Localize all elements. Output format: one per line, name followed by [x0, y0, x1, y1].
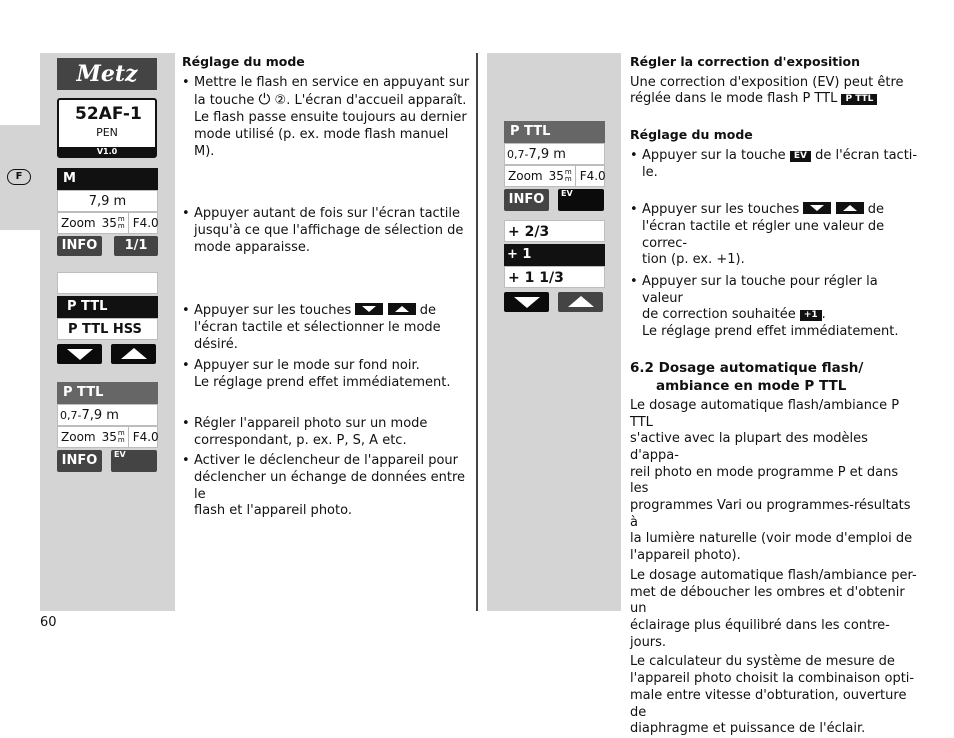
text-line: reil photo en mode programme P et dans les — [630, 464, 899, 497]
zoom-label: Zoom — [61, 430, 96, 444]
text-line: Une correction d'exposition (EV) peut être — [630, 74, 904, 90]
language-badge: F — [7, 169, 31, 185]
zoom-label: Zoom — [508, 169, 543, 183]
text-line: • Régler l'appareil photo sur un mode — [194, 415, 428, 431]
list-item — [182, 416, 472, 449]
plus-one-badge: +1 — [800, 310, 822, 321]
mode-option-pttl-hss[interactable]: P TTL HSS — [57, 318, 158, 340]
text-line: programmes Vari ou programmes-résultats à — [630, 498, 911, 530]
distance-range: 0,7- — [60, 409, 82, 422]
text-line: l'écran tactile et sélectionner le mode — [194, 320, 441, 336]
distance-readout — [57, 404, 158, 426]
distance-readout — [504, 143, 605, 165]
lcd-pttl-mode-ev — [504, 121, 605, 211]
paragraph — [630, 75, 920, 108]
right-text-column — [630, 54, 920, 738]
text-line: la touche ⏻ ②. L'écran d'accueil apparaît. — [194, 90, 467, 109]
text-line: tion (p. ex. +1). — [642, 252, 745, 268]
up-key-icon — [388, 303, 416, 315]
mode-option-pttl[interactable]: P TTL — [57, 296, 158, 318]
list-item — [630, 148, 920, 181]
ev-option-selected[interactable]: + 1 — [504, 244, 605, 266]
pttl-badge: P TTL — [841, 94, 877, 105]
text-line: met de déboucher les ombres et d'obtenir un — [630, 584, 905, 617]
text-line: correspondant, p. ex. P, S, A etc. — [194, 432, 407, 448]
text-line: • Appuyer sur la touche pour régler la valeur — [642, 274, 878, 306]
text-line: • Mettre le flash en service en appuyant sur — [194, 74, 470, 90]
unit-bottom: m — [117, 222, 125, 230]
lcd-pttl-mode — [57, 382, 158, 472]
ev-option[interactable]: + 2/3 — [504, 220, 605, 242]
up-key-icon — [836, 202, 864, 214]
down-arrow-button[interactable] — [57, 344, 102, 364]
text-line: de correction souhaitée +1 . — [642, 307, 826, 323]
model-variant: PEN — [96, 126, 118, 139]
model-name: 52AF-1 — [75, 104, 142, 124]
list-item — [182, 75, 472, 161]
text-line: l'appareil photo choisit la combinaison opti- — [630, 671, 915, 687]
heading-line: 6.2 Dosage automatique flash/ — [630, 359, 864, 376]
mode-indicator[interactable]: P TTL — [57, 382, 158, 404]
distance-range: 0,7- — [507, 148, 529, 161]
text-line: male entre vitesse d'obturation, ouverture de — [630, 687, 907, 720]
text-line: Le dosage automatique flash/ambiance per- — [630, 567, 917, 583]
ev-option[interactable]: + 1 1/3 — [504, 266, 605, 288]
page-number: 60 — [40, 615, 57, 630]
text-line: jusqu'à ce que l'affichage de sélection de — [194, 222, 464, 238]
section-title: Réglage du mode — [630, 127, 753, 143]
unit-top: m — [117, 215, 125, 223]
distance-value: 7,9 m — [528, 147, 566, 162]
zoom-value: 35 — [101, 430, 117, 444]
list-item — [182, 206, 472, 256]
mode-indicator[interactable]: P TTL — [504, 121, 605, 143]
text-line: éclairage plus équilibré dans les contre- — [630, 617, 890, 633]
text-line: déclencher un échange de données entre le — [194, 469, 466, 502]
metz-logo: Metz — [57, 58, 157, 90]
up-arrow-button[interactable] — [111, 344, 156, 364]
info-button[interactable]: INFO — [504, 189, 549, 211]
list-item — [182, 303, 472, 353]
text-line: la lumière naturelle (voir mode d'emploi de — [630, 531, 913, 547]
aperture-value: F4.0 — [128, 212, 159, 234]
info-button[interactable]: INFO — [57, 450, 102, 472]
text-line: Le flash passe ensuite toujours au dernier — [194, 110, 467, 126]
aperture-value: F4.0 — [128, 426, 159, 448]
text-line: • Appuyer sur la touche EV de l'écran tacti- — [642, 147, 918, 163]
lcd-ev-selection — [504, 220, 605, 312]
ratio-button[interactable]: 1/1 — [114, 236, 158, 256]
ev-button[interactable]: EV — [111, 450, 157, 472]
distance-readout: 7,9 m — [57, 190, 158, 212]
down-arrow-button[interactable] — [504, 292, 549, 312]
down-key-icon — [803, 202, 831, 214]
paragraph — [630, 654, 920, 738]
text-line: le. — [642, 164, 658, 180]
text-line: diaphragme et puissance de l'éclair. — [630, 721, 866, 737]
info-button[interactable]: INFO — [57, 236, 102, 256]
ev-button[interactable]: EV — [558, 189, 604, 211]
text-line: • Appuyer sur les touches de — [194, 303, 436, 319]
paragraph — [630, 568, 920, 652]
lcd-mode-selection — [57, 272, 158, 364]
column-divider — [476, 53, 478, 611]
text-line: • Activer le déclencheur de l'appareil pour — [194, 453, 458, 469]
list-item — [182, 453, 472, 520]
power-icon: ⏻ — [258, 90, 271, 109]
text-line: s'active avec la plupart des modèles d'appa- — [630, 431, 868, 463]
lcd-start-screen — [57, 58, 157, 158]
mode-indicator[interactable]: M — [57, 168, 158, 190]
text-line: mode apparaisse. — [194, 239, 311, 255]
text-line: l'écran tactile et régler une valeur de correc- — [642, 218, 885, 251]
text-line: Le dosage automatique flash/ambiance P TTL — [630, 397, 900, 430]
list-item — [630, 202, 920, 269]
up-arrow-button[interactable] — [558, 292, 603, 312]
text-line: • Appuyer sur les touches de — [642, 202, 884, 218]
lcd-manual-mode — [57, 168, 158, 256]
text-line: réglée dans le mode flash P TTL P TTL — [630, 91, 920, 108]
list-item — [630, 274, 920, 341]
text-line: • Appuyer sur le mode sur fond noir. — [194, 358, 420, 374]
text-line: Le réglage prend effet immédiatement. — [642, 324, 899, 340]
aperture-value: F4.0 — [575, 165, 606, 187]
text-line: jours. — [630, 634, 667, 650]
section-title: Réglage du mode — [182, 54, 305, 69]
unit-top: m — [117, 429, 125, 437]
firmware-version: V1.0 — [59, 147, 155, 156]
section-heading — [630, 359, 920, 395]
text-line: • Appuyer autant de fois sur l'écran tactile — [194, 206, 461, 222]
text-line: flash et l'appareil photo. — [194, 503, 352, 519]
unit-top: m — [564, 168, 572, 176]
distance-value: 7,9 m — [81, 408, 119, 423]
text-line: l'appareil photo). — [630, 548, 741, 564]
heading-line: ambiance en mode P TTL — [656, 377, 847, 394]
list-item — [182, 358, 472, 391]
zoom-label: Zoom — [61, 216, 96, 230]
text-line: désiré. — [194, 336, 238, 352]
unit-bottom: m — [117, 436, 125, 444]
text-line: mode utilisé (p. ex. mode flash manuel M). — [194, 126, 449, 159]
text-line: Le calculateur du système de mesure de — [630, 654, 895, 670]
down-key-icon — [355, 303, 383, 315]
section-title: Régler la correction d'exposition — [630, 54, 861, 69]
unit-bottom: m — [564, 175, 572, 183]
text-line: Le réglage prend effet immédiatement. — [194, 375, 451, 391]
zoom-value: 35 — [548, 169, 564, 183]
ev-badge: EV — [790, 151, 811, 162]
left-text-column — [182, 54, 472, 520]
zoom-value: 35 — [101, 216, 117, 230]
paragraph — [630, 398, 920, 565]
